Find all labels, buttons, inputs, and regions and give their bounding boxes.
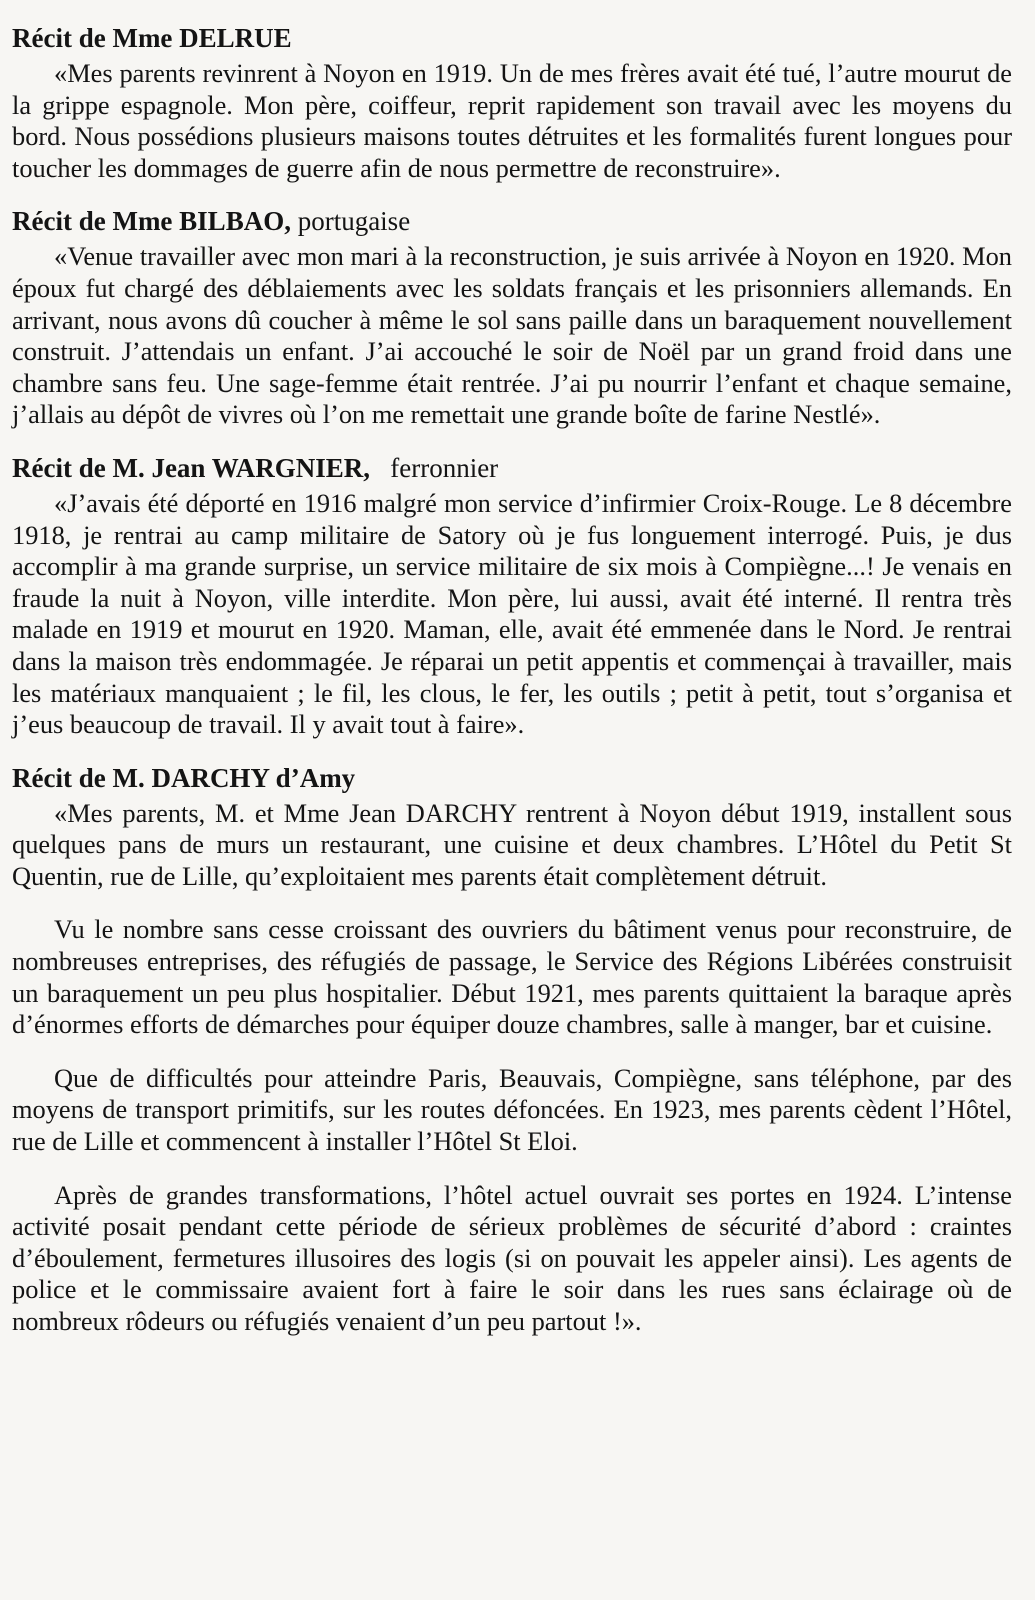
testimony-paragraph: «Mes parents, M. et Mme Jean DARCHY rentrent à Noyon début 1919, installent sous quelques pans de murs un restaurant, une cuisine et deux chambres. L’Hôtel du Petit St Quentin, rue de Lille, qu’exploitaient mes parents était complètement détruit. <box>12 797 1012 891</box>
section-heading <box>12 762 1012 794</box>
heading-name: Récit de Mme BILBAO, <box>12 206 291 237</box>
section-heading <box>12 452 1012 484</box>
document-page <box>12 22 1012 1359</box>
section-heading <box>12 22 1012 54</box>
testimony-paragraph: Après de grandes transformations, l’hôtel actuel ouvrait ses portes en 1924. L’intense activité posait pendant cette période de sérieux problèmes de sécurité d’abord : craintes d’éboulement, fermetures illusoires des logis (si on pouvait les appeler ainsi). Les agents de police et le commissaire avaient fort à faire le soir dans les rues sans éclairage où de nombreux rôdeurs ou réfugiés venaient d’un peu partout !». <box>12 1179 1012 1336</box>
heading-qualifier: portugaise <box>297 206 411 237</box>
testimony-paragraph: «Mes parents revinrent à Noyon en 1919. Un de mes frères avait été tué, l’autre mourut de la grippe espagnole. Mon père, coiffeur, reprit rapidement son travail avec les moyens du bord. Nous possédions plusieurs maisons toutes détruites et les formalités furent longues pour toucher les dommages de guerre afin de nous permettre de reconstruire». <box>12 58 1012 183</box>
testimony-paragraph: Que de difficultés pour atteindre Paris, Beauvais, Compiègne, sans téléphone, par des moyens de transport primitifs, sur les routes défoncées. En 1923, mes parents cèdent l’Hôtel, rue de Lille et commencent à installer l’Hôtel St Eloi. <box>12 1062 1012 1157</box>
testimony-bilbao <box>12 205 1012 431</box>
testimony-paragraph: «Venue travailler avec mon mari à la reconstruction, je suis arrivée à Noyon en 1920. Mon époux fut chargé des déblaiements avec les soldats français et les prisonniers allemands. En arrivant, nous avons dû coucher à même le sol sans paille dans un baraquement nouvellement construit. J’attendais un enfant. J’ai accouché le soir de Noël par un grand froid dans une chambre sans feu. Une sage-femme était rentrée. J’ai pu nourrir l’enfant et chaque semaine, j’allais au dépôt de vivres où l’on me remettait une grande boîte de farine Nestlé». <box>12 241 1012 430</box>
testimony-paragraph: «J’avais été déporté en 1916 malgré mon service d’infirmier Croix-Rouge. Le 8 décembre 1918, je rentrai au camp militaire de Satory où je fus longuement interrogé. Puis, je dus accomplir à ma grande surprise, un service militaire de six mois à Compiègne...! Je venais en fraude la nuit à Noyon, ville interdite. Mon père, lui aussi, avait été interné. Il rentra très malade en 1919 et mourut en 1920. Maman, elle, avait été emmenée dans le Nord. Je rentrai dans la maison très endommagée. Je réparai un petit appentis et commençai à travailler, mais les matériaux manquaient ; le fil, les clous, le fer, les outils ; petit à petit, tout s’organisa et j’eus beaucoup de travail. Il y avait tout à faire». <box>12 487 1012 740</box>
testimony-paragraph: Vu le nombre sans cesse croissant des ouvriers du bâtiment venus pour reconstruire, de nombreuses entreprises, des réfugiés de passage, le Service des Régions Libérées construisit un baraquement un peu plus hospitalier. Début 1921, mes parents quittaient la baraque après d’énormes efforts de démarches pour équiper douze chambres, salle à manger, bar et cuisine. <box>12 914 1012 1040</box>
section-heading <box>12 205 1012 237</box>
heading-name: Récit de M. Jean WARGNIER, <box>12 452 370 483</box>
testimony-delrue <box>12 22 1012 184</box>
testimony-darchy <box>12 762 1012 1338</box>
heading-qualifier: ferronnier <box>390 452 499 483</box>
heading-name: Récit de Mme DELRUE <box>12 23 292 53</box>
heading-name: Récit de M. DARCHY d’Amy <box>12 762 356 793</box>
testimony-wargnier <box>12 452 1012 741</box>
